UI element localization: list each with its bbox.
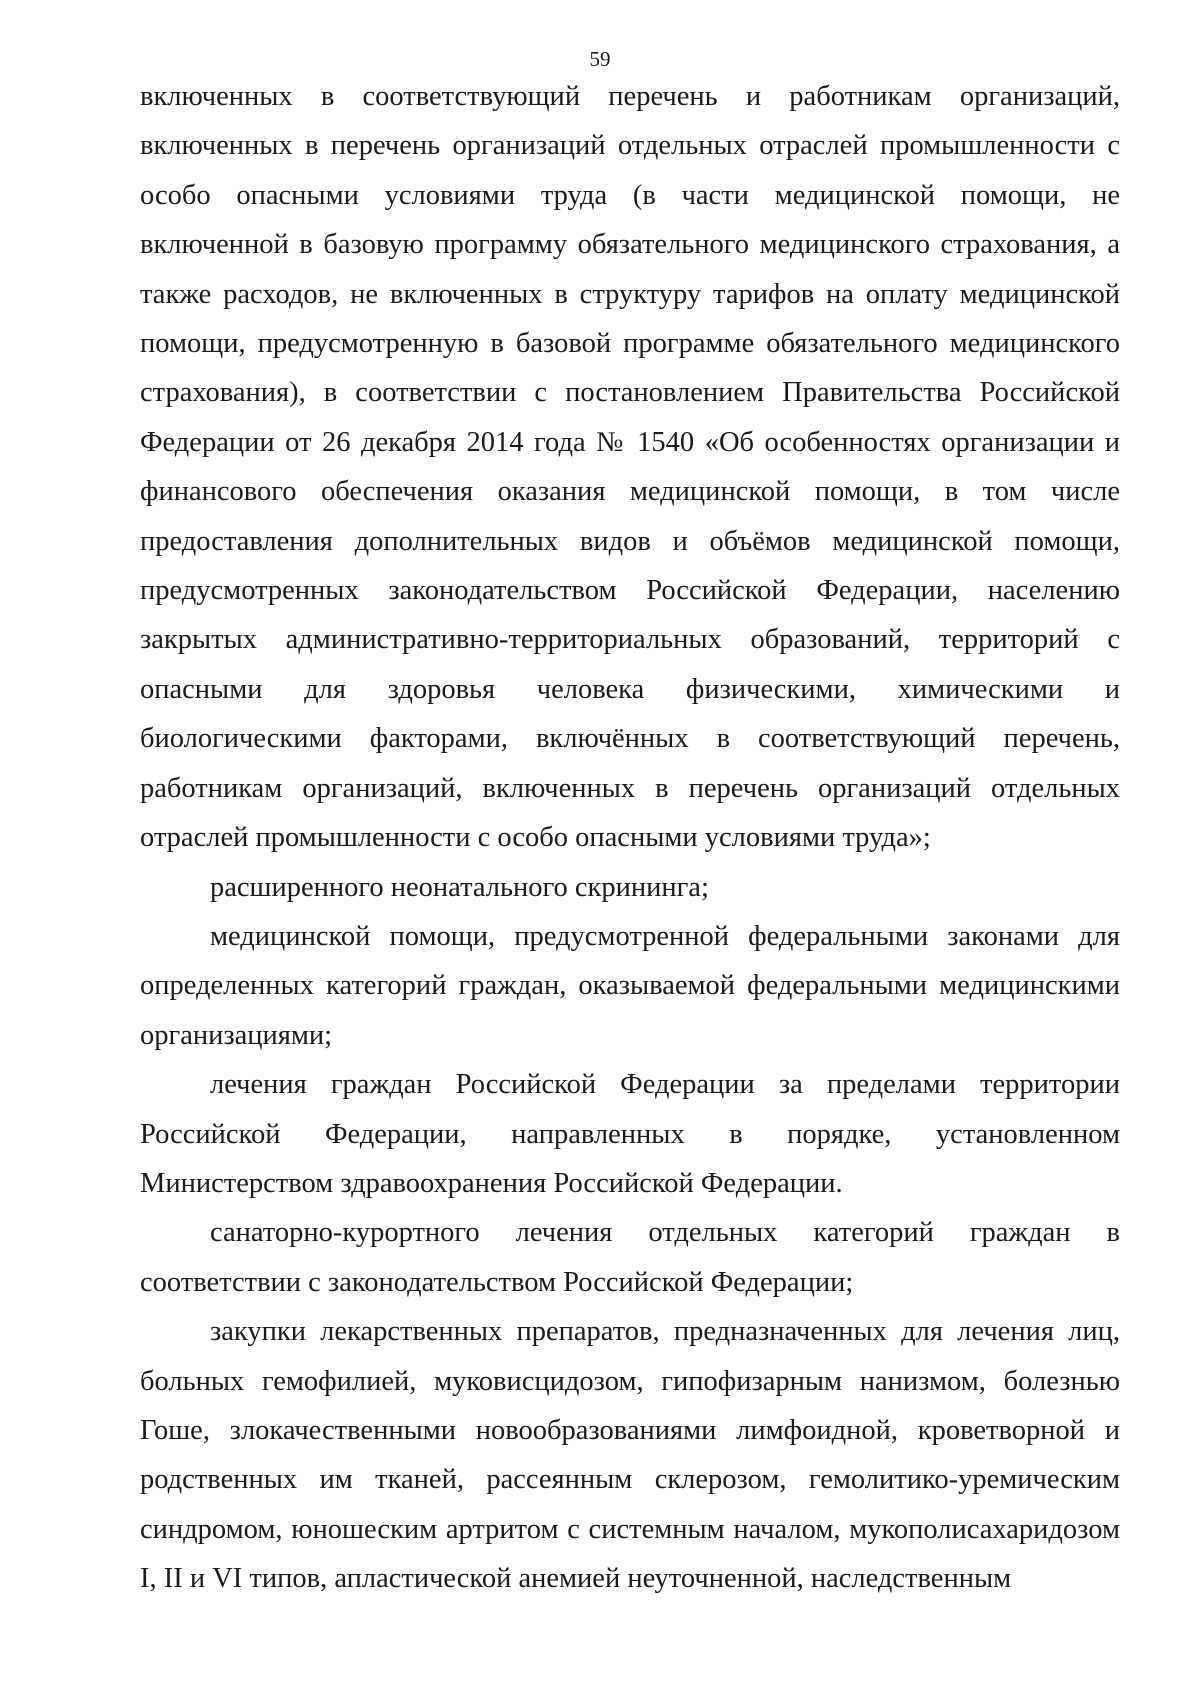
paragraph-drug-procurement: закупки лекарственных препаратов, предназначенных для лечения лиц, больных гемофилией, муковисцидозом, гипофизарным нанизмом, болезнью Гоше, злокачественными новообразованиями лимфоидной, кроветворной и родственных им тканей, рассеянным склерозом, гемолитико-уремическим синдромом, юношеским артритом с системным началом, мукополисахаридозом I, II и VI типов, апластической анемией неуточненной, наследственным <box>140 1316 1120 1595</box>
paragraph-federal-medical-care: медицинской помощи, предусмотренной федеральными законами для определенных категорий граждан, оказываемой федеральными медицинскими организациями; <box>140 920 1120 1051</box>
paragraph-continuation: включенных в соответствующий перечень и работникам организаций, включенных в перечень организаций отдельных отраслей промышленности с особо опасными условиями труда (в части медицинской помощи, не включенной в базовую программу обязательного медицинского страхования, а также расходов, не включенных в структуру тарифов на оплату медицинской помощи, предусмотренную в базовой программе обязательного медицинского страхования), в соответствии с постановлением Правительства Российской Федерации от 26 декабря 2014 года № 1540 «Об особенностях организации и финансового обеспечения оказания медицинской помощи, в том числе предоставления дополнительных видов и объёмов медицинской помощи, предусмотренных законодательством Российской Федерации, населению закрытых административно-территориальных образований, территорий с опасными для здоровья человека физическими, химическими и биологическими факторами, включённых в соответствующий перечень, работникам организаций, включенных в перечень организаций отдельных отраслей промышленности с особо опасными условиями труда»; <box>140 81 1120 854</box>
paragraph-neonatal-screening: расширенного неонатального скрининга; <box>210 871 709 903</box>
document-body <box>140 72 1120 1604</box>
paragraph-sanatorium-treatment: санаторно-курортного лечения отдельных категорий граждан в соответствии с законодательством Российской Федерации; <box>140 1217 1120 1298</box>
page-number: 59 <box>589 47 611 71</box>
paragraph-treatment-abroad: лечения граждан Российской Федерации за пределами территории Российской Федерации, направленных в порядке, установленном Министерством здравоохранения Российской Федерации. <box>140 1069 1120 1199</box>
